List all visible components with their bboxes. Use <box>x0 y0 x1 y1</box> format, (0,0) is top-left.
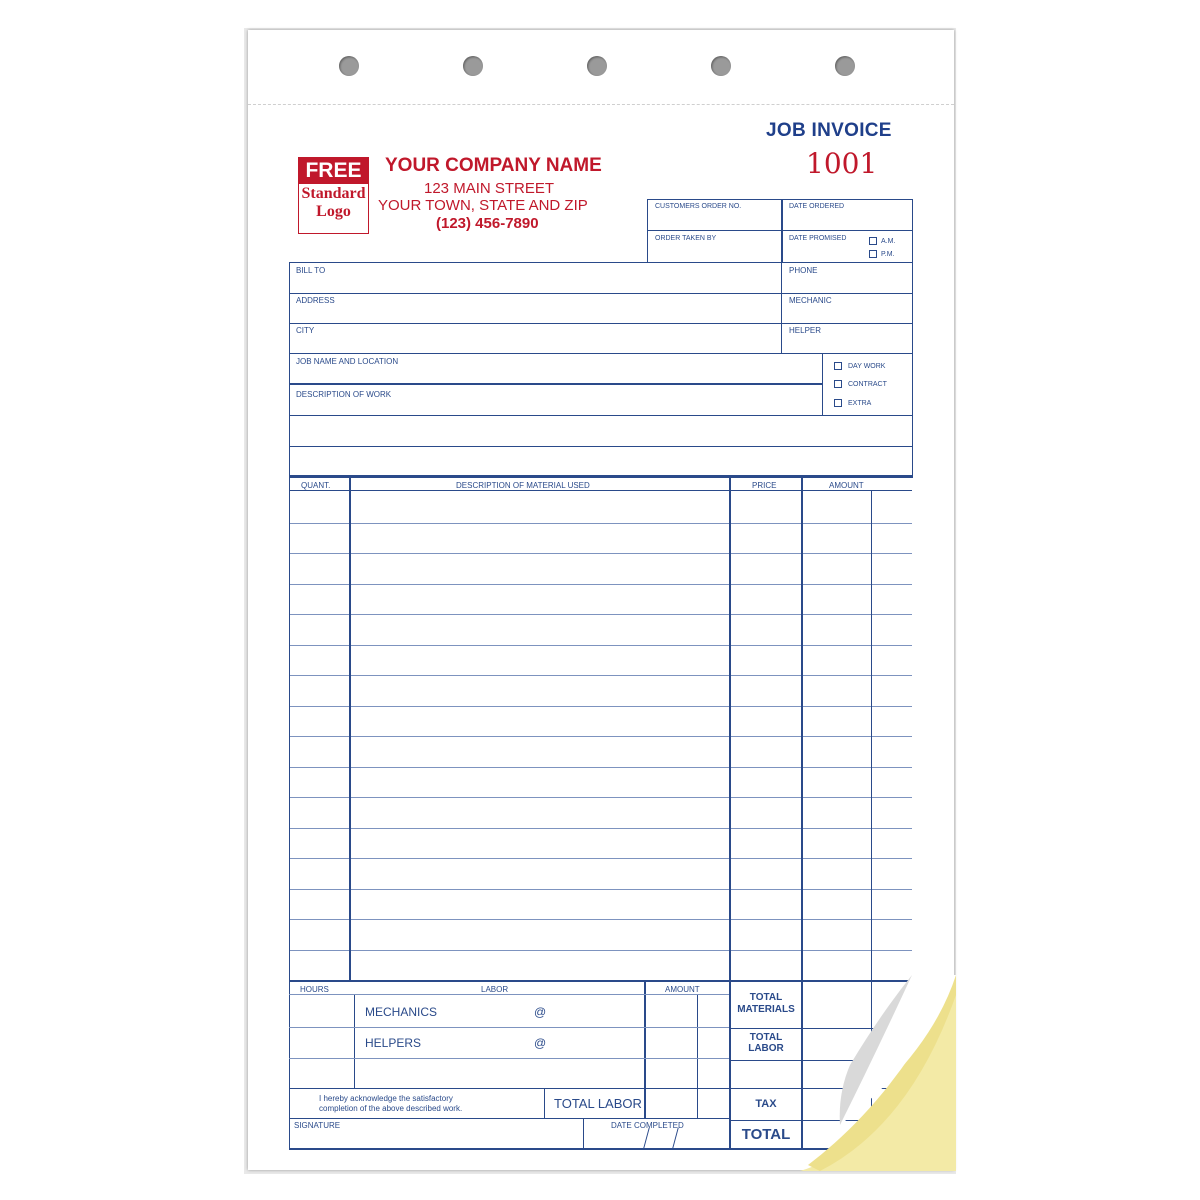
binding-hole <box>587 56 607 76</box>
table-header-rule <box>290 490 912 491</box>
amount-header: AMOUNT <box>829 481 864 490</box>
logo-free-text: FREE <box>299 158 368 184</box>
divider <box>822 353 823 415</box>
logo-standard-text: Standard <box>301 185 366 202</box>
extra-label: EXTRA <box>848 400 872 407</box>
table-left-border <box>289 478 290 980</box>
divider <box>544 1088 545 1118</box>
labor-amount-divider <box>644 982 646 1118</box>
company-phone: (123) 456-7890 <box>436 215 539 232</box>
labor-header: LABOR <box>481 985 509 994</box>
divider <box>289 383 822 385</box>
labor-row-line <box>289 1058 729 1059</box>
total-materials-label-1: TOTAL <box>749 992 783 1003</box>
day-work-checkbox[interactable] <box>834 362 842 370</box>
contract-label: CONTRACT <box>848 381 887 388</box>
binding-hole <box>711 56 731 76</box>
city-label: CITY <box>296 326 315 335</box>
divider <box>289 415 913 416</box>
table-top-rule <box>289 476 913 478</box>
table-row <box>290 584 912 585</box>
page-curl-carbon-copy <box>780 975 960 1175</box>
helpers-at: @ <box>534 1036 547 1050</box>
am-checkbox[interactable] <box>869 237 877 245</box>
phone-label: PHONE <box>789 266 818 275</box>
bill-to-label: BILL TO <box>296 266 326 275</box>
cents-column-divider <box>871 490 872 980</box>
table-row <box>290 553 912 554</box>
quant-header: QUANT. <box>301 481 331 490</box>
labor-cents-divider <box>697 994 698 1118</box>
binding-hole <box>339 56 359 76</box>
labor-row-line <box>289 1088 729 1089</box>
price-column-divider <box>801 478 803 980</box>
document-title: JOB INVOICE <box>766 120 892 141</box>
helper-label: HELPER <box>789 326 822 335</box>
table-row <box>290 950 912 951</box>
grand-total-label: TOTAL <box>741 1126 791 1143</box>
pm-checkbox[interactable] <box>869 250 877 258</box>
divider <box>289 293 913 294</box>
date-ordered-label: DATE ORDERED <box>789 203 845 210</box>
address-label: ADDRESS <box>296 296 335 305</box>
table-row <box>290 706 912 707</box>
date-promised-label: DATE PROMISED <box>789 235 847 242</box>
logo-logo-text: Logo <box>316 203 351 220</box>
table-row <box>290 797 912 798</box>
mechanics-label: MECHANICS <box>365 1005 438 1019</box>
description-header: DESCRIPTION OF MATERIAL USED <box>456 481 590 490</box>
pm-label: P.M. <box>881 251 895 258</box>
table-row <box>290 736 912 737</box>
labor-row-line <box>289 1027 729 1028</box>
invoice-number: 1001 <box>806 147 878 180</box>
logo <box>298 157 369 234</box>
divider <box>289 446 913 447</box>
divider <box>781 262 782 354</box>
contract-checkbox[interactable] <box>834 380 842 388</box>
table-row <box>290 858 912 859</box>
total-labor-label: TOTAL LABOR <box>554 1096 642 1111</box>
table-row <box>290 614 912 615</box>
helpers-label: HELPERS <box>365 1036 422 1050</box>
table-row <box>290 889 912 890</box>
hours-header: HOURS <box>300 985 329 994</box>
binding-hole <box>835 56 855 76</box>
total-labor-summary-label-2: LABOR <box>748 1043 784 1054</box>
table-row <box>290 767 912 768</box>
price-header: PRICE <box>752 481 777 490</box>
am-label: A.M. <box>881 238 896 245</box>
mechanics-at: @ <box>534 1005 547 1019</box>
total-materials-label-2: MATERIALS <box>737 1004 795 1015</box>
job-name-location-label: JOB NAME AND LOCATION <box>296 357 399 366</box>
company-name: YOUR COMPANY NAME <box>385 155 602 176</box>
table-row <box>290 675 912 676</box>
description-column-divider <box>729 478 731 980</box>
date-completed-label: DATE COMPLETED <box>611 1121 684 1130</box>
hours-divider <box>354 994 355 1088</box>
labor-row-line <box>289 1118 729 1119</box>
divider <box>289 323 913 324</box>
total-labor-summary-label-1: TOTAL <box>749 1032 783 1043</box>
labor-amount-header: AMOUNT <box>665 985 700 994</box>
signature-label: SIGNATURE <box>294 1121 341 1130</box>
company-street: 123 MAIN STREET <box>424 180 555 197</box>
divider <box>647 230 913 231</box>
acknowledgement-line-2: completion of the above described work. <box>319 1104 463 1113</box>
divider <box>289 353 913 354</box>
table-row <box>290 919 912 920</box>
table-row <box>290 828 912 829</box>
company-city-line: YOUR TOWN, STATE AND ZIP <box>378 197 588 214</box>
tax-label: TAX <box>755 1098 777 1110</box>
customer-info-box <box>289 262 913 476</box>
table-row <box>290 645 912 646</box>
extra-checkbox[interactable] <box>834 399 842 407</box>
description-of-work-label: DESCRIPTION OF WORK <box>296 390 392 399</box>
mechanic-label: MECHANIC <box>789 296 832 305</box>
labor-row-line <box>289 994 729 995</box>
order-taken-by-label: ORDER TAKEN BY <box>655 235 717 242</box>
perforation-line <box>248 104 954 105</box>
quant-column-divider <box>349 478 351 980</box>
acknowledgement-line-1: I hereby acknowledge the satisfactory <box>319 1094 453 1103</box>
divider <box>781 199 783 263</box>
customers-order-no-label: CUSTOMERS ORDER NO. <box>655 203 742 210</box>
table-row <box>290 523 912 524</box>
divider <box>583 1118 584 1148</box>
binding-hole <box>463 56 483 76</box>
labor-left-border <box>289 980 290 1148</box>
day-work-label: DAY WORK <box>848 363 886 370</box>
